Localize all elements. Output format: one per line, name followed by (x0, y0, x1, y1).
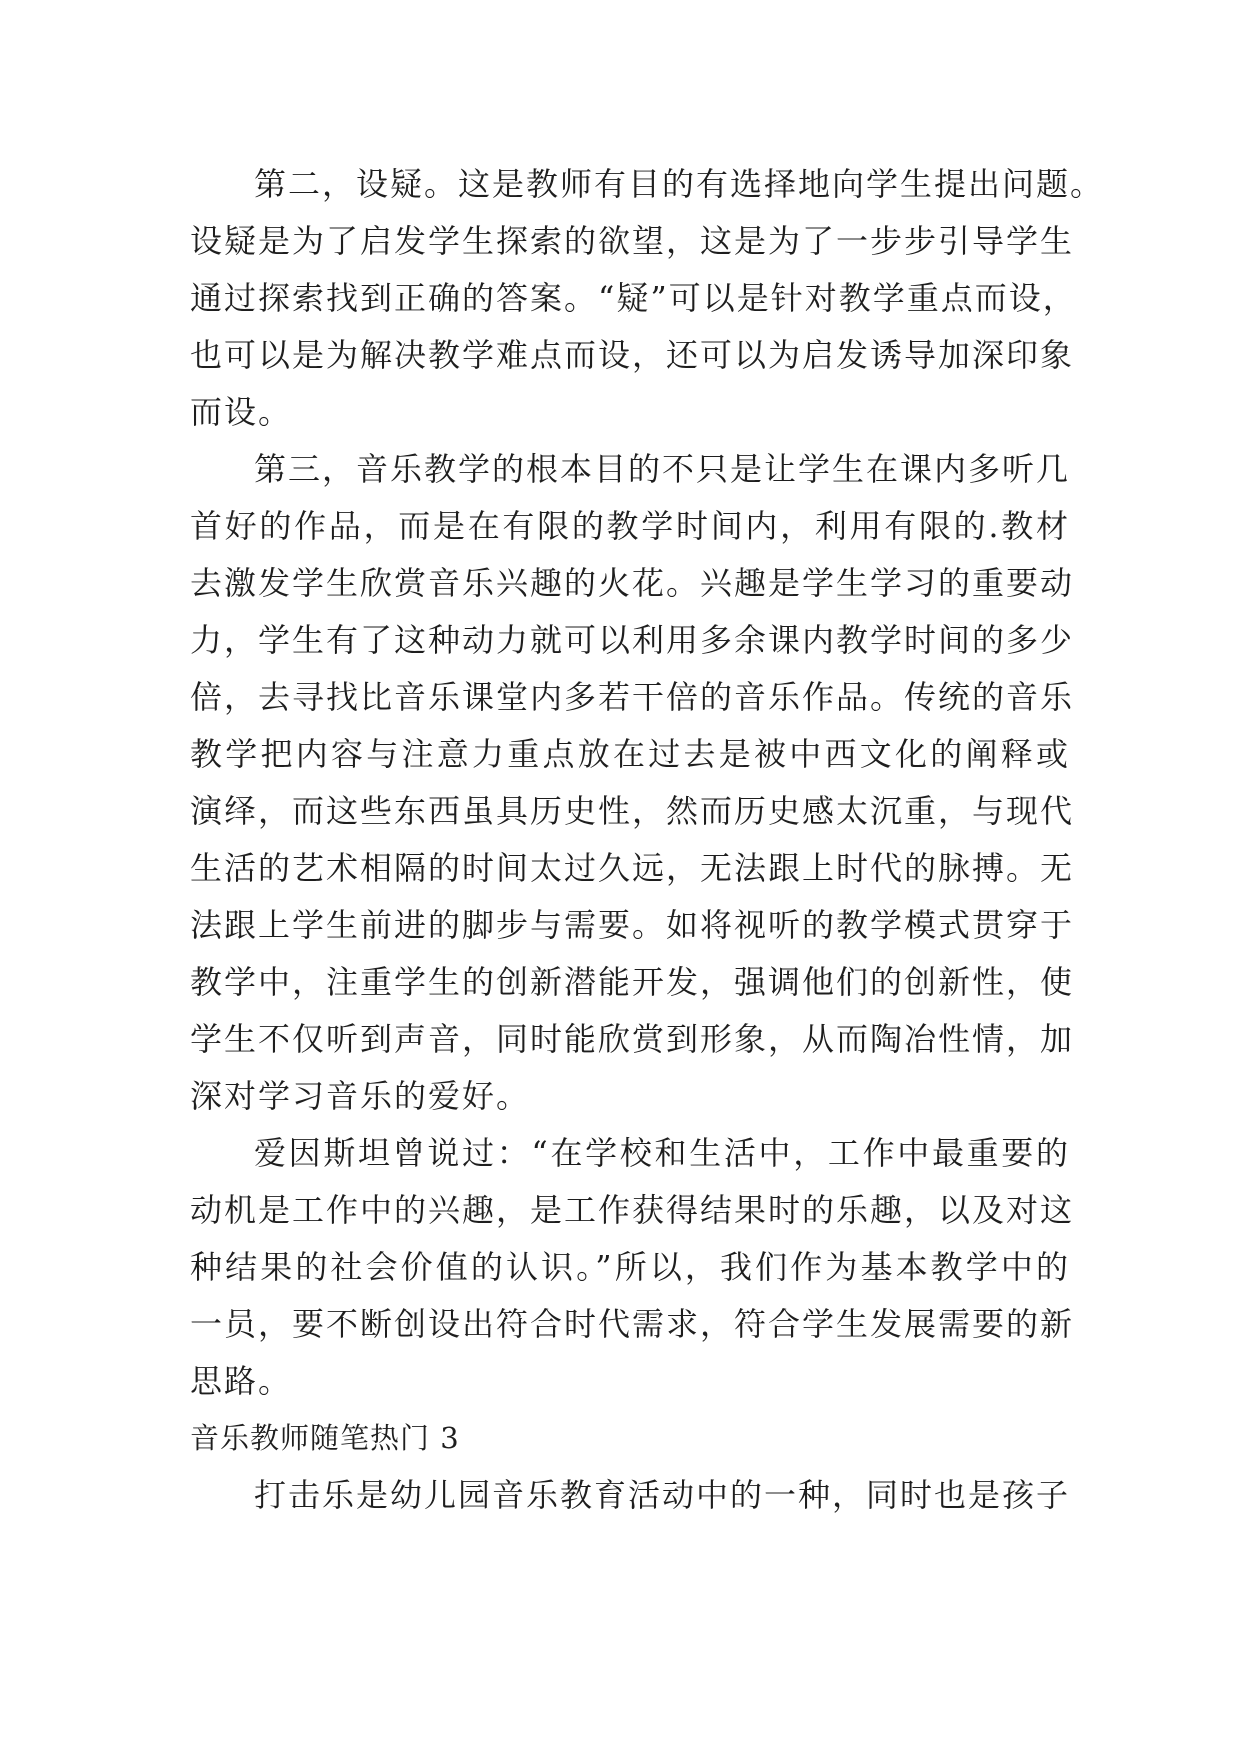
paragraph-line: 深对学习音乐的爱好。 (190, 1077, 531, 1115)
paragraph-line: 学生不仅听到声音，同时能欣赏到形象，从而陶冶性情，加 (190, 1020, 1075, 1058)
paragraph-line: 倍，去寻找比音乐课堂内多若干倍的音乐作品。传统的音乐 (190, 678, 1075, 716)
paragraph-line: 教学把内容与注意力重点放在过去是被中西文化的阐释或 (190, 735, 1070, 773)
paragraph-line: 首好的作品，而是在有限的教学时间内，利用有限的.教材 (190, 507, 1070, 545)
paragraph-line: 法跟上学生前进的脚步与需要。如将视听的教学模式贯穿于 (190, 906, 1075, 944)
paragraph-line: 动机是工作中的兴趣，是工作获得结果时的乐趣，以及对这 (190, 1191, 1075, 1229)
paragraph-line: 生活的艺术相隔的时间太过久远，无法跟上时代的脉搏。无 (190, 849, 1075, 887)
paragraph-line: 一员，要不断创设出符合时代需求，符合学生发展需要的新 (190, 1305, 1075, 1343)
paragraph-line: 而设。 (190, 393, 293, 431)
paragraph-line: 去激发学生欣赏音乐兴趣的火花。兴趣是学生学习的重要动 (190, 564, 1075, 602)
paragraph-line: 教学中，注重学生的创新潜能开发，强调他们的创新性，使 (190, 963, 1075, 1001)
paragraph-line: 设疑是为了启发学生探索的欲望，这是为了一步步引导学生 (190, 222, 1075, 260)
paragraph-line: 也可以是为解决教学难点而设，还可以为启发诱导加深印象 (190, 336, 1075, 374)
paragraph-line: 爱因斯坦曾说过：“在学校和生活中，工作中最重要的 (254, 1134, 1070, 1172)
document-body (190, 156, 1105, 1524)
paragraph-line: 第三，音乐教学的根本目的不只是让学生在课内多听几 (254, 450, 1071, 488)
paragraph-line: 第二，设疑。这是教师有目的有选择地向学生提出问题。 (254, 165, 1105, 203)
paragraph-line: 力，学生有了这种动力就可以利用多余课内教学时间的多少 (190, 621, 1075, 659)
paragraph-line: 思路。 (190, 1362, 293, 1400)
paragraph-line: 打击乐是幼儿园音乐教育活动中的一种，同时也是孩子 (254, 1476, 1071, 1514)
section-heading: 音乐教师随笔热门 3 (190, 1421, 460, 1455)
paragraph-line: 演绎，而这些东西虽具历史性，然而历史感太沉重，与现代 (190, 792, 1075, 830)
paragraph-line: 种结果的社会价值的认识。”所以，我们作为基本教学中的 (190, 1248, 1070, 1286)
paragraph-line: 通过探索找到正确的答案。“疑”可以是针对教学重点而设， (190, 279, 1077, 317)
